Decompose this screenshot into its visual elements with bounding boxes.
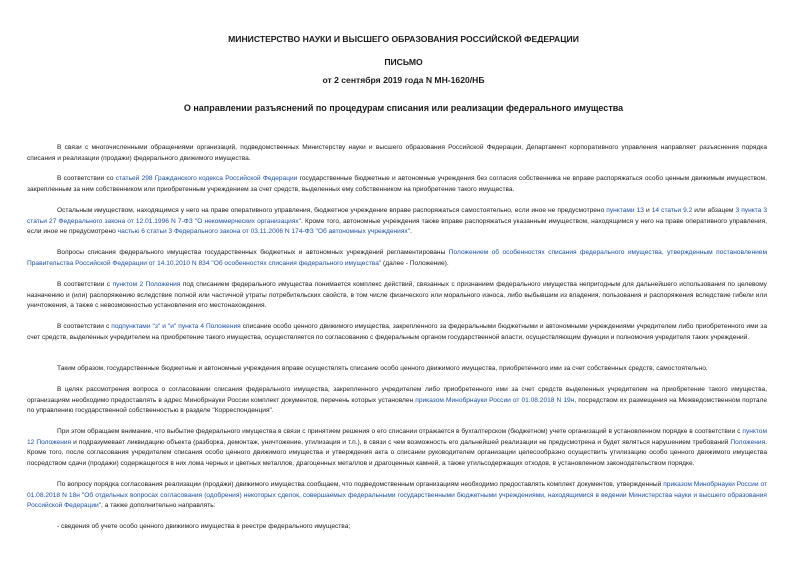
document-date-number: от 2 сентября 2019 года N МН-1620/НБ xyxy=(322,75,485,85)
paragraph-regulation: Вопросы списания федерального имущества государственных бюджетных и автономных учреждений регламентированы Положением об особенностях списания федерального имущества, утвержденным постановлением Правительства Российской Федерации от 14.10.2010 N 834 "Об особенностях списания федерального имущества" (далее - Положение). xyxy=(27,249,767,267)
link-points-13[interactable]: пунктами 13 xyxy=(606,207,644,214)
link-law-7-fz[interactable]: 3 пункта 3 статьи 27 Федерального закона от 12.01.1996 N 7-ФЗ "О некоммерческих организациях" xyxy=(27,207,767,225)
document-type: ПИСЬМО xyxy=(384,57,423,67)
link-subpoints-z-i[interactable]: подпунктами "з" и "и" пункта 4 Положения xyxy=(111,323,241,330)
link-order-19n[interactable]: приказом Минобрнауки России от 01.08.2018 N 19н xyxy=(415,396,575,404)
paragraph-accounting: При этом обращаем внимание, что выбытие федерального имущества в связи с принятием решения о его списании отражается в бухгалтерском (бюджетном) учете организаций в установленном порядке в соответствии с пунктом 12 Положения и подразумевает ликвидацию объекта (разборка, демонтаж, уничтожение, утилизация и т.п.), в связи с чем возможность его дальнейшей реализации не предусмотрена и будет являться нарушением требований Положения. Кроме того, после согласования учредителем списания особо ценного движимого имущества и утверждения акта о списании руководителем организации целесообразно осуществить утилизацию особо ценного движимого имущества посредством сдачи (продажи) содержащегося в них лома черных и цветных металлов, драгоценных металлов и драгоценных камней, а также утильсодержащих отходов, в установленном законодательством порядке. xyxy=(27,428,767,467)
link-order-18n[interactable]: приказом Минобрнауки России от 01.08.2018 N 18н "Об отдельных вопросах согласования (одобрения) некоторых сделок, совершаемых федеральными государственными бюджетными учреждениями, находящимися в ведении Министерства науки и высшего образования Российской Федерации" xyxy=(27,481,767,509)
paragraph-writeoff-definition: В соответствии с пунктом 2 Положения под списанием федерального имущества понимается комплекс действий, связанных с признанием федерального имущества непригодным для дальнейшего использования по целевому назначению и (или) распоряжению вследствие полной или частичной утраты потребительских свойств, в том числе физического или морального износа, либо выбывшим из владения, пользования и распоряжения вследствие гибели или уничтожения, а также с невозможностью установления его местонахождения. xyxy=(27,281,767,309)
paragraph-other-property: Остальным имуществом, находящимся у него на праве оперативного управления, бюджетное учреждение вправе распоряжаться самостоятельно, если иное не предусмотрено пунктами 13 и 14 статьи 9.2 или абзацем 3 пункта 3 статьи 27 Федерального закона от 12.01.1996 N 7-ФЗ "О некоммерческих организациях". Кроме того, автономные учреждения также вправе распоряжаться указанным имуществом, находящимся у него на праве оперативного управления, если иное не предусмотрено частью 6 статьи 3 Федерального закона от 03.11.2006 N 174-ФЗ "Об автономных учреждениях". xyxy=(27,207,767,235)
paragraph-sale: По вопросу порядка согласования реализации (продажи) движимого имущества сообщаем, что подведомственным организациям необходимо предоставлять комплект документов, утвержденный приказом Минобрнауки России от 01.08.2018 N 18н "Об отдельных вопросах согласования (одобрения) некоторых сделок, совершаемых федеральными государственными бюджетными учреждениями, находящимися в ведении Министерства науки и высшего образования Российской Федерации", а также дополнительно направлять: xyxy=(27,481,767,509)
list-item-registry: - сведения об учете особо ценного движимого имущества в реестре федерального имущества; xyxy=(57,523,351,530)
link-point-2[interactable]: пунктом 2 Положения xyxy=(112,281,181,288)
link-regulation-834[interactable]: Положением об особенностях списания федерального имущества, утвержденным постановлением Правительства Российской Федерации от 14.10.2010 N 834 "Об особенностях списания федерального имущества" xyxy=(27,249,767,267)
link-civil-code-298[interactable]: статьей 298 Гражданского кодекса Российской Федерации xyxy=(115,175,298,182)
paragraph-subpoints: В соответствии с подпунктами "з" и "и" пункта 4 Положения списание особо ценного движимого имущества, закрепленного за федеральными бюджетными и автономными учреждениями учредителем либо приобретенного ими за счет средств, выделенных учредителем на приобретение такого имущества, осуществляется по согласованию с федеральным органом государственной власти, осуществляющим функции и полномочия учредителя таких учреждений. xyxy=(27,323,767,341)
link-article-9-2[interactable]: 14 статьи 9.2 xyxy=(651,207,693,214)
link-law-174-fz[interactable]: частью 6 статьи 3 Федерального закона от 03.11.2006 N 174-ФЗ "Об автономных учреждениях" xyxy=(117,228,411,235)
paragraph-conclusion: Таким образом, государственные бюджетные и автономные учреждения вправе осуществлять списание особо ценного движимого имущества, приобретенного ими за счет собственных средств, самостоятельно. xyxy=(57,365,708,372)
ministry-heading: МИНИСТЕРСТВО НАУКИ И ВЫСШЕГО ОБРАЗОВАНИЯ РОССИЙСКОЙ ФЕДЕРАЦИИ xyxy=(228,34,579,44)
paragraph-intro: В связи с многочисленными обращениями организаций, подведомственных Министерству науки и высшего образования Российской Федерации, Департамент корпоративного управления направляет разъяснения порядка списания и реализации (продажи) федерального движимого имущества. xyxy=(27,144,767,162)
paragraph-approval-docs: В целях рассмотрения вопроса о согласовании списания федерального имущества, закрепленного учредителем либо приобретенного ими за счет средств выделенных учредителем на приобретение такого имущества, организациям необходимо предоставлять в адрес Минобрнауки России комплект документов, перечень которых установлен приказом Минобрнауки России от 01.08.2018 N 19н, посредством их размещения на Межведомственном портале по управлению государственной собственностью в разделе "Корреспонденция". xyxy=(27,386,768,414)
link-point-12[interactable]: пунктом 12 Положения xyxy=(27,428,767,446)
link-regulation[interactable]: Положения xyxy=(730,438,766,446)
document-subject: О направлении разъяснений по процедурам списания или реализации федерального имущества xyxy=(183,103,624,113)
paragraph-civil-code: В соответствии со статьей 298 Гражданского кодекса Российской Федерации государственные бюджетные и автономные учреждения без согласия собственника не вправе распоряжаться особо ценным движимым имуществом, закрепленным за ним собственником или приобретенным учреждением за счет средств, выделенных ему собственником на приобретение такого имущества. xyxy=(27,175,767,193)
